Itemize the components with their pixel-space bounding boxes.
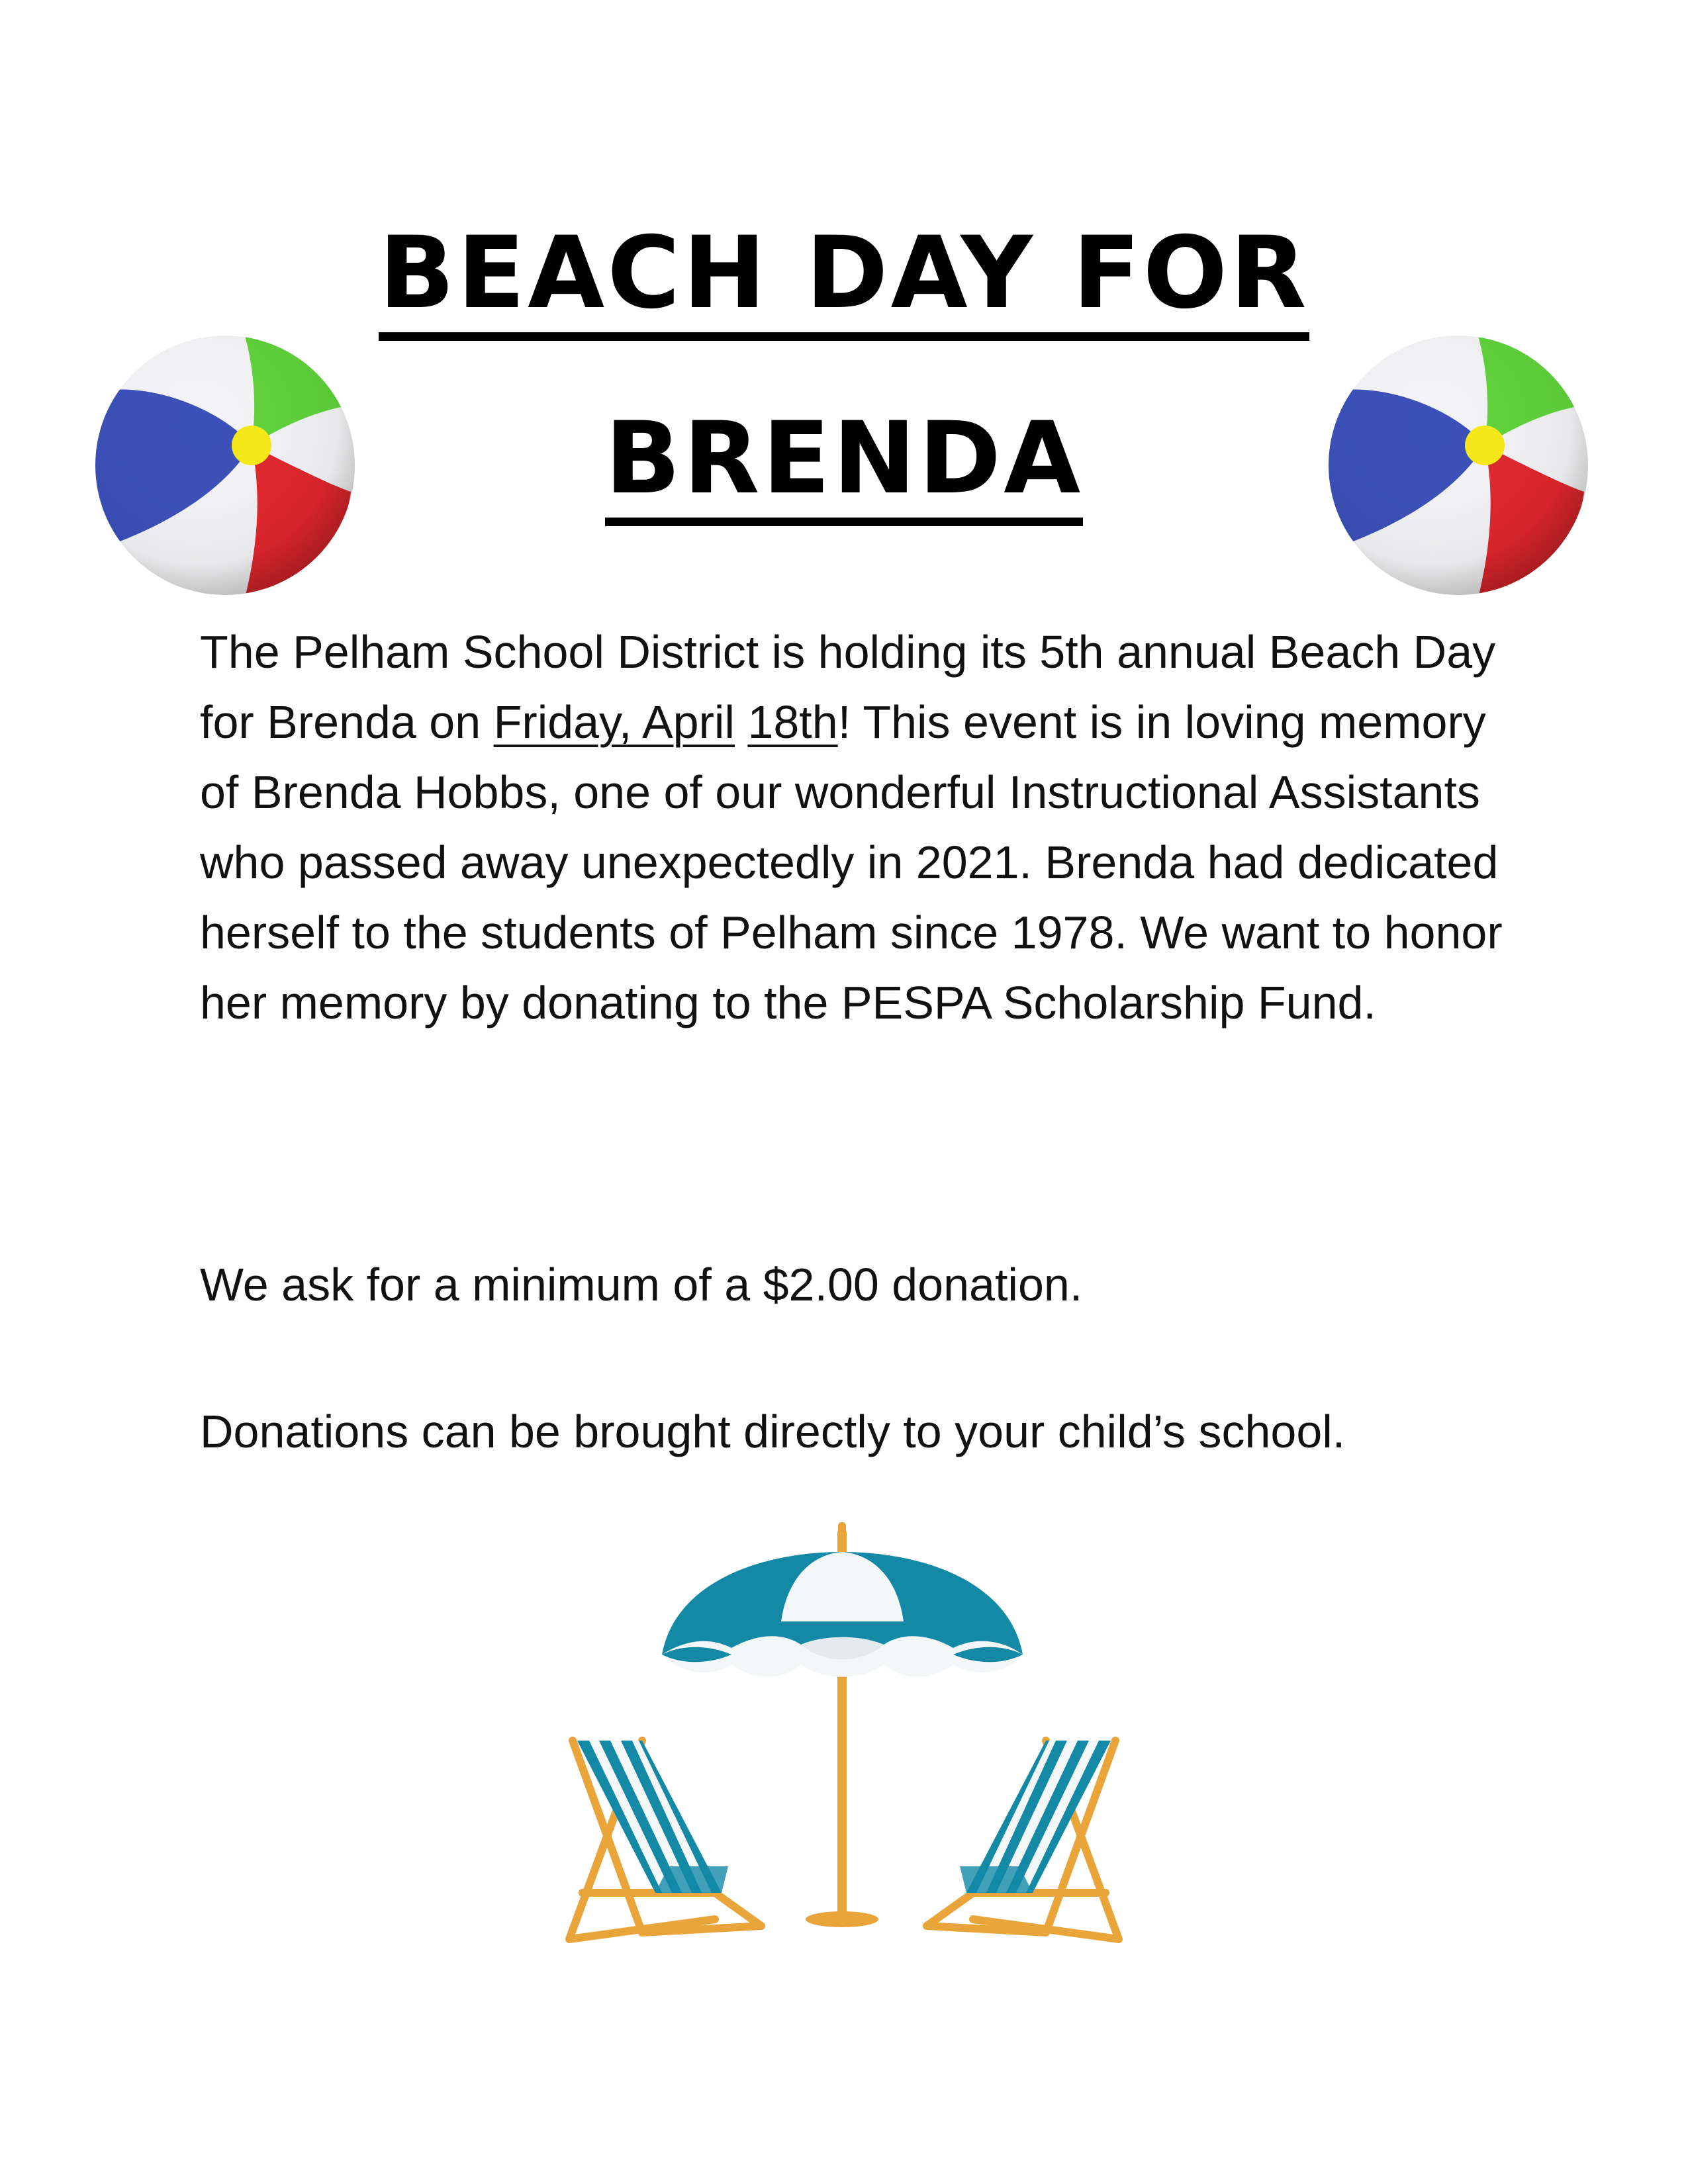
beach-ball-icon [1326, 333, 1591, 598]
intro-paragraph [200, 617, 1524, 1038]
umbrella-and-chairs-icon [563, 1522, 1125, 1952]
title-line-1 [0, 216, 1688, 341]
title-line-2-text: BRENDA [605, 409, 1083, 526]
title-line-1-text: BEACH DAY FOR [379, 224, 1309, 341]
intro-text-before-date: The Pelham School District is holding its 5th annual Beach Day for Brenda on [200, 626, 1496, 748]
beach-ball-icon [93, 333, 357, 598]
donation-minimum-paragraph: We ask for a minimum of a $2.00 donation. [200, 1259, 1083, 1310]
intro-text-after-date: ! This event is in loving memory of Brenda Hobbs, one of our wonderful Instructional Assistants who passed away unexpectedly in 2021. Brenda had dedicated herself to the students of Pelham since 1978. We want to honor her memory by donating to the PESPA Scholarship Fund. [200, 696, 1503, 1028]
event-date-space [735, 696, 747, 748]
event-date-day: Friday, April [493, 696, 735, 748]
event-date-number: 18th [747, 696, 838, 748]
donation-location-paragraph: Donations can be brought directly to your child’s school. [200, 1406, 1346, 1457]
